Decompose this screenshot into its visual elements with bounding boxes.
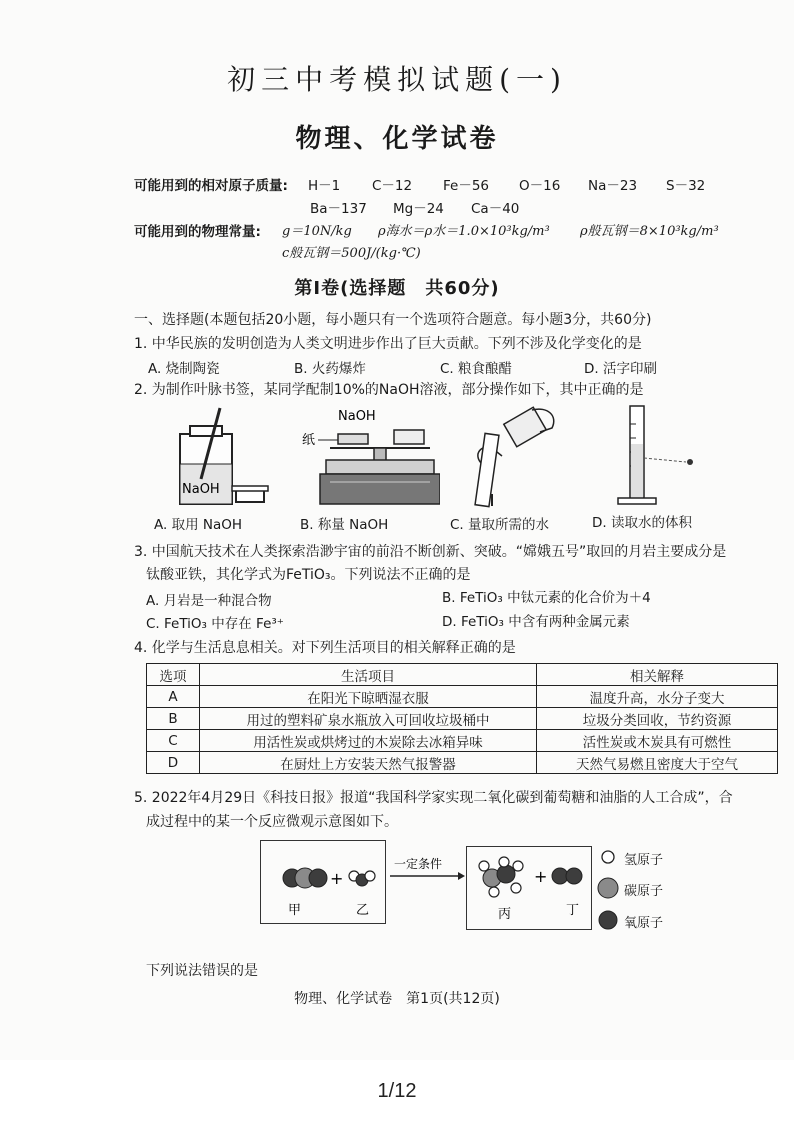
q4-stem: 4. 化学与生活息息相关。对下列生活项目的相关解释正确的是 <box>134 640 516 656</box>
oxygen-atom-icon <box>596 908 620 932</box>
table-row <box>147 730 778 752</box>
part-one-instructions: 一、选择题(本题包括20小题，每小题只有一个选项符合题意。每小题3分，共60分) <box>134 312 652 328</box>
page-footer: 物理、化学试卷 第1页(共12页) <box>294 991 500 1007</box>
q2-option-b: B. 称量 NaOH <box>300 517 389 533</box>
q4-row-d-item: 在厨灶上方安装天然气报警器 <box>200 752 537 774</box>
q3-option-b: B. FeTiO₃ 中钛元素的化合价为＋4 <box>442 590 651 606</box>
section-title: 第Ⅰ卷(选择题 共60分) <box>294 278 500 299</box>
atomic-mass-s: S－32 <box>666 178 706 194</box>
label-ding: 丁 <box>566 903 580 918</box>
q4-row-b-item: 用过的塑料矿泉水瓶放入可回收垃圾桶中 <box>200 708 537 730</box>
q2-option-a: A. 取用 NaOH <box>154 517 243 533</box>
reaction-condition: 一定条件 <box>394 857 443 871</box>
reactants-molecules <box>262 842 384 922</box>
products-plus: + <box>534 867 548 886</box>
constant-c-iron: c般瓦钢＝500J/(kg·℃) <box>282 246 421 261</box>
page-indicator: 1/12 <box>377 1080 417 1102</box>
label-yi: 乙 <box>356 903 370 918</box>
q4-row-c-explanation: 活性炭或木炭具有可燃性 <box>537 730 778 752</box>
atomic-mass-ca: Ca－40 <box>471 201 520 217</box>
label-bing: 丙 <box>498 907 512 922</box>
q3-option-d: D. FeTiO₃ 中含有两种金属元素 <box>442 614 630 630</box>
q4-row-a-explanation: 温度升高，水分子变大 <box>537 686 778 708</box>
q1-stem: 1. 中华民族的发明创造为人类文明进步作出了巨大贡献。下列不涉及化学变化的是 <box>134 336 642 352</box>
exam-title: 初三中考模拟试题(一) <box>227 63 567 96</box>
q3-option-a: A. 月岩是一种混合物 <box>146 593 272 609</box>
constant-rho-water: ρ海水＝ρ水＝1.0×10³kg/m³ <box>378 224 550 239</box>
constant-g: g＝10N/kg <box>282 224 352 239</box>
atomic-mass-o: O－16 <box>519 178 561 194</box>
atomic-mass-fe: Fe－56 <box>443 178 490 194</box>
q2-figure-b-balance <box>300 404 440 508</box>
table-row <box>147 686 778 708</box>
q1-option-d: D. 活字印刷 <box>584 361 657 377</box>
reaction-arrow <box>386 856 466 886</box>
q4-row-c-item: 用活性炭或烘烤过的木炭除去冰箱异味 <box>200 730 537 752</box>
q2-figure-d-reading <box>610 404 720 508</box>
label-jia: 甲 <box>288 903 302 918</box>
q4-table-header <box>147 664 778 686</box>
q4-row-d-explanation: 天然气易燃且密度大于空气 <box>537 752 778 774</box>
q2-stem: 2. 为制作叶脉书签，某同学配制10%的NaOH溶液，部分操作如下，其中正确的是 <box>134 382 644 398</box>
legend-hydrogen: 氢原子 <box>624 853 664 868</box>
q4-row-c-option: C <box>147 730 200 752</box>
q1-option-a: A. 烧制陶瓷 <box>148 361 220 377</box>
q4-row-a-option: A <box>147 686 200 708</box>
carbon-atom-icon <box>596 876 620 900</box>
q4-header-item: 生活项目 <box>200 664 537 686</box>
table-row <box>147 708 778 730</box>
constants-label: 可能用到的物理常量: <box>134 224 261 240</box>
reactants-plus: + <box>330 869 344 888</box>
q4-row-d-option: D <box>147 752 200 774</box>
atomic-mass-ba: Ba－137 <box>310 201 367 217</box>
atomic-mass-c: C－12 <box>372 178 413 194</box>
atomic-mass-h: H－1 <box>308 178 341 194</box>
legend-carbon: 碳原子 <box>624 884 664 899</box>
q2-figure-a-bottle <box>168 404 278 508</box>
exam-subtitle: 物理、化学试卷 <box>295 124 499 154</box>
q5-stem-line1: 5. 2022年4月29日《科技日报》报道“我国科学家实现二氧化碳到葡萄糖和油脂的人工合成”，合 <box>134 790 733 806</box>
q4-row-b-option: B <box>147 708 200 730</box>
paper-label: 纸 <box>302 433 316 448</box>
table-row <box>147 752 778 774</box>
q3-option-c: C. FeTiO₃ 中存在 Fe³⁺ <box>146 616 284 632</box>
hydrogen-atom-icon <box>598 846 620 868</box>
q2-option-d: D. 读取水的体积 <box>592 515 692 531</box>
products-molecules <box>468 848 590 928</box>
q5-stem-line2: 成过程中的某一个反应微观示意图如下。 <box>146 814 398 830</box>
q4-row-a-item: 在阳光下晾晒湿衣服 <box>200 686 537 708</box>
atomic-mass-na: Na－23 <box>588 178 638 194</box>
q1-option-c: C. 粮食酿醋 <box>440 361 513 377</box>
atomic-mass-mg: Mg－24 <box>393 201 444 217</box>
bottle-label: NaOH <box>182 482 220 497</box>
q4-row-b-explanation: 垃圾分类回收，节约资源 <box>537 708 778 730</box>
atomic-mass-label: 可能用到的相对原子质量: <box>134 178 288 194</box>
balance-naoh-label: NaOH <box>338 409 376 424</box>
q3-stem-line2: 钛酸亚铁，其化学式为FeTiO₃。下列说法不正确的是 <box>146 567 471 583</box>
q2-option-c: C. 量取所需的水 <box>450 517 550 533</box>
constant-rho-iron: ρ般瓦钢＝8×10³kg/m³ <box>580 224 719 239</box>
q4-header-explanation: 相关解释 <box>537 664 778 686</box>
legend-oxygen: 氧原子 <box>624 916 664 931</box>
q5-question: 下列说法错误的是 <box>146 963 258 979</box>
q3-stem-line1: 3. 中国航天技术在人类探索浩渺宇宙的前沿不断创新、突破。“嫦娥五号”取回的月岩主要成分是 <box>134 544 727 560</box>
q4-table <box>146 663 778 774</box>
q4-header-option: 选项 <box>147 664 200 686</box>
q1-option-b: B. 火药爆炸 <box>294 361 366 377</box>
q2-figure-c-pouring <box>462 404 572 508</box>
